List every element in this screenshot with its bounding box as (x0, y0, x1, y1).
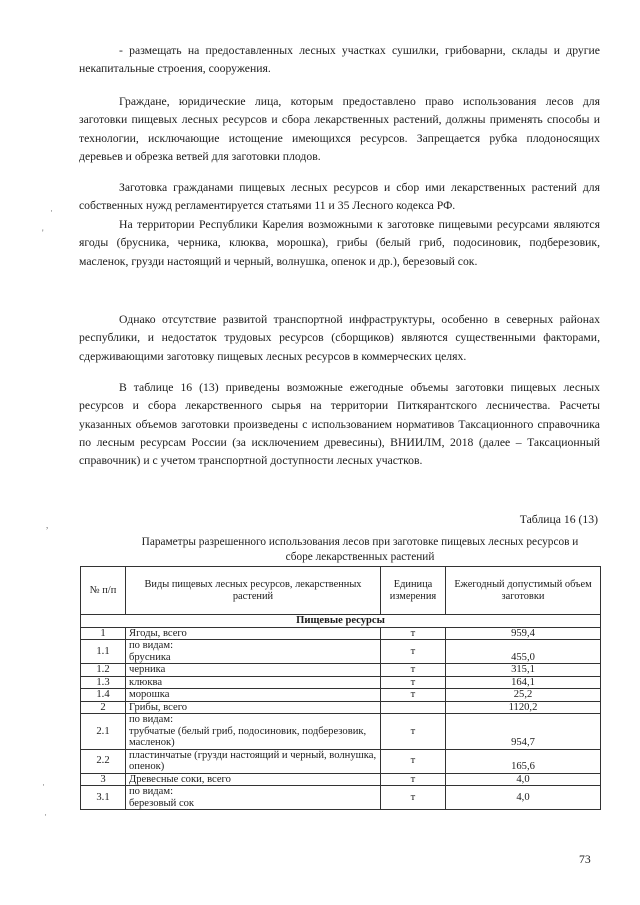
row-name-detail: березовый сок (129, 797, 195, 809)
header-name: Виды пищевых лесных ресурсов, лекарственных растений (126, 567, 381, 615)
margin-mark: · (44, 810, 47, 820)
row-value: 455,0 (446, 640, 601, 664)
row-name-detail: брусника (129, 651, 171, 663)
resources-table (80, 566, 601, 810)
section-row (81, 615, 601, 628)
table-row (81, 676, 601, 689)
page-number: 73 (579, 853, 591, 866)
row-value: 315,1 (446, 664, 601, 677)
header-volume: Ежегодный допустимый объем заготовки (446, 567, 601, 615)
margin-mark: · (50, 206, 53, 216)
row-value: 1120,2 (446, 701, 601, 714)
row-unit: т (381, 627, 446, 640)
paragraph-5: Однако отсутствие развитой транспортной инфраструктуры, особенно в северных районах республики, и недостаток трудовых ресурсов (сборщиков) являются существенными факторами, сдерживающими заготовку пищевых лесных ресурсов в коммерческих целях. (79, 313, 600, 363)
table-row (81, 640, 601, 664)
table-row (81, 689, 601, 702)
row-num: 2.2 (81, 749, 126, 773)
table-row (81, 627, 601, 640)
row-name: клюква (126, 676, 381, 689)
row-name-detail: трубчатые (белый гриб, подосиновик, подберезовик, масленок) (129, 725, 367, 748)
row-name-cell (126, 640, 381, 664)
section-title: Пищевые ресурсы (81, 615, 601, 628)
table-row (81, 786, 601, 810)
row-value: 959,4 (446, 627, 601, 640)
row-unit (381, 701, 446, 714)
row-num: 1.2 (81, 664, 126, 677)
row-value: 4,0 (446, 773, 601, 786)
row-name: морошка (126, 689, 381, 702)
header-unit: Единица измерения (381, 567, 446, 615)
row-name: пластинчатые (грузди настоящий и черный, волнушка, опенок) (126, 749, 381, 773)
row-num: 1.1 (81, 640, 126, 664)
row-name: по видам: (129, 640, 174, 651)
row-value: 954,7 (446, 714, 601, 750)
table-header-row (81, 567, 601, 615)
row-unit: т (381, 749, 446, 773)
table-row (81, 701, 601, 714)
row-num: 1.4 (81, 689, 126, 702)
row-name: черника (126, 664, 381, 677)
row-name: Грибы, всего (126, 701, 381, 714)
row-num: 2.1 (81, 714, 126, 750)
row-name-cell (126, 786, 381, 810)
row-name: по видам: (129, 786, 174, 797)
paragraph-6: В таблице 16 (13) приведены возможные ежегодные объемы заготовки пищевых лесных ресурсов и сбора лекарственного сырья на территории Питкярантского лесничества. Расчеты указанных объемов заготовки произведены с использованием нормативов Таксационного справочника по лесным ресурсам России (за исключением древесины), ВНИИЛМ, 2018 (далее – Таксационный справочник) и с учетом транспортной доступности лесных участков. (79, 381, 600, 468)
row-unit: т (381, 664, 446, 677)
table-row (81, 773, 601, 786)
paragraph-2: Граждане, юридические лица, которым предоставлено право использования лесов для заготовки пищевых лесных ресурсов и сбора лекарственных растений, должны применять способы и технологии, исключающие истощение имеющихся ресурсов. Запрещается рубка плодоносящих деревьев и обрезка ветвей для заготовки плодов. (79, 95, 600, 163)
row-value: 4,0 (446, 786, 601, 810)
row-num: 3.1 (81, 786, 126, 810)
row-name-cell (126, 714, 381, 750)
row-unit: т (381, 773, 446, 786)
row-unit: т (381, 714, 446, 750)
row-value: 165,6 (446, 749, 601, 773)
row-num: 3 (81, 773, 126, 786)
row-unit: т (381, 640, 446, 664)
row-unit: т (381, 676, 446, 689)
paragraph-1: - размещать на предоставленных лесных участках сушилки, грибоварни, склады и другие некапитальные строения, сооружения. (79, 44, 600, 76)
paragraph-4: На территории Республики Карелия возможными к заготовке пищевыми ресурсами являются ягоды (брусника, черника, клюква, морошка), грибы (белый гриб, подосиновик, подберезовик, масленок, грузди настоящий и черный, волнушка, опенок и др.), березовый сок. (79, 218, 600, 268)
table-row (81, 664, 601, 677)
row-name: Древесные соки, всего (126, 773, 381, 786)
row-num: 1.3 (81, 676, 126, 689)
margin-mark: , (46, 520, 49, 530)
row-num: 2 (81, 701, 126, 714)
margin-mark: ' (42, 228, 44, 238)
row-value: 25,2 (446, 689, 601, 702)
table-row (81, 749, 601, 773)
header-num: № п/п (81, 567, 126, 615)
table-caption: Параметры разрешенного использования лесов при заготовке пищевых лесных ресурсов и сборе лекарственных растений (141, 536, 579, 563)
row-value: 164,1 (446, 676, 601, 689)
paragraph-3: Заготовка гражданами пищевых лесных ресурсов и сбор ими лекарственных растений для собственных нужд регламентируется статьями 11 и 35 Лесного кодекса РФ. (79, 181, 600, 213)
table-row (81, 714, 601, 750)
table-label: Таблица 16 (13) (519, 513, 598, 526)
row-num: 1 (81, 627, 126, 640)
row-name: по видам: (129, 714, 174, 725)
row-unit: т (381, 786, 446, 810)
margin-mark: · (42, 780, 45, 790)
row-name: Ягоды, всего (126, 627, 381, 640)
row-unit: т (381, 689, 446, 702)
